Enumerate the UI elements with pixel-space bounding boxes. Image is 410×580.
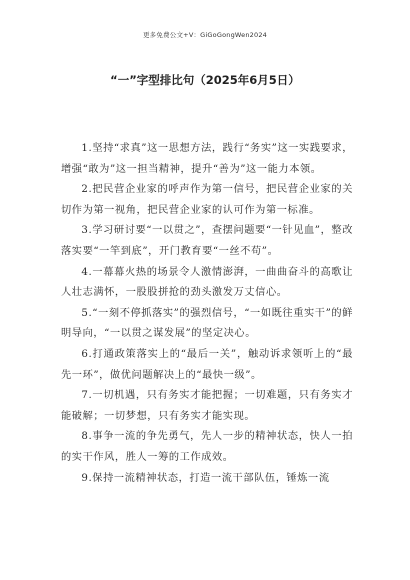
paragraph-7: 7.一切机遇，只有务实才能把握；一切难题，只有务实才能破解；一切梦想，只有务实才能实现。 <box>61 390 353 422</box>
paragraph-8: 8.事争一流的争先勇气，先人一步的精神状态，快人一拍的实干作风，胜人一筹的工作成效。 <box>61 431 353 463</box>
document-title: “一”字型排比句（2025年6月5日） <box>110 73 300 87</box>
paragraph-4: 4.一幕幕火热的场景令人激情澎湃，一曲曲奋斗的高歌让人壮志满怀，一股股拼抢的劲头激发万丈信心。 <box>61 266 353 299</box>
paragraph-3: 3.学习研讨要“一以贯之”，查摆问题要“一针见血”，整改落实要“一竿到底”，开门教育要“一丝不苟”。 <box>61 225 353 257</box>
header-note: 更多免费公文+V：GiGoGongWen2024 <box>142 31 267 39</box>
paragraph-5: 5.“一刻不停抓落实”的强烈信号，“一如既往重实干”的鲜明导向，“一以贯之谋发展”的坚定决心。 <box>61 307 353 340</box>
paragraph-9: 9.保持一流精神状态，打造一流干部队伍，锤炼一流 <box>81 472 330 484</box>
paragraph-6: 6.打通政策落实上的“最后一关”，触动诉求领听上的“最先一环”，做优问题解决上的“最快一级”。 <box>61 348 353 381</box>
paragraph-1: 1.坚持“求真”这一思想方法，践行“务实”这一实践要求，增强“敢为”这一担当精神，提升“善为”这一能力本领。 <box>61 143 353 175</box>
document-body <box>61 139 353 489</box>
paragraph-2: 2.把民营企业家的呼声作为第一信号，把民营企业家的关切作为第一视角，把民营企业家的认可作为第一标准。 <box>61 184 353 216</box>
